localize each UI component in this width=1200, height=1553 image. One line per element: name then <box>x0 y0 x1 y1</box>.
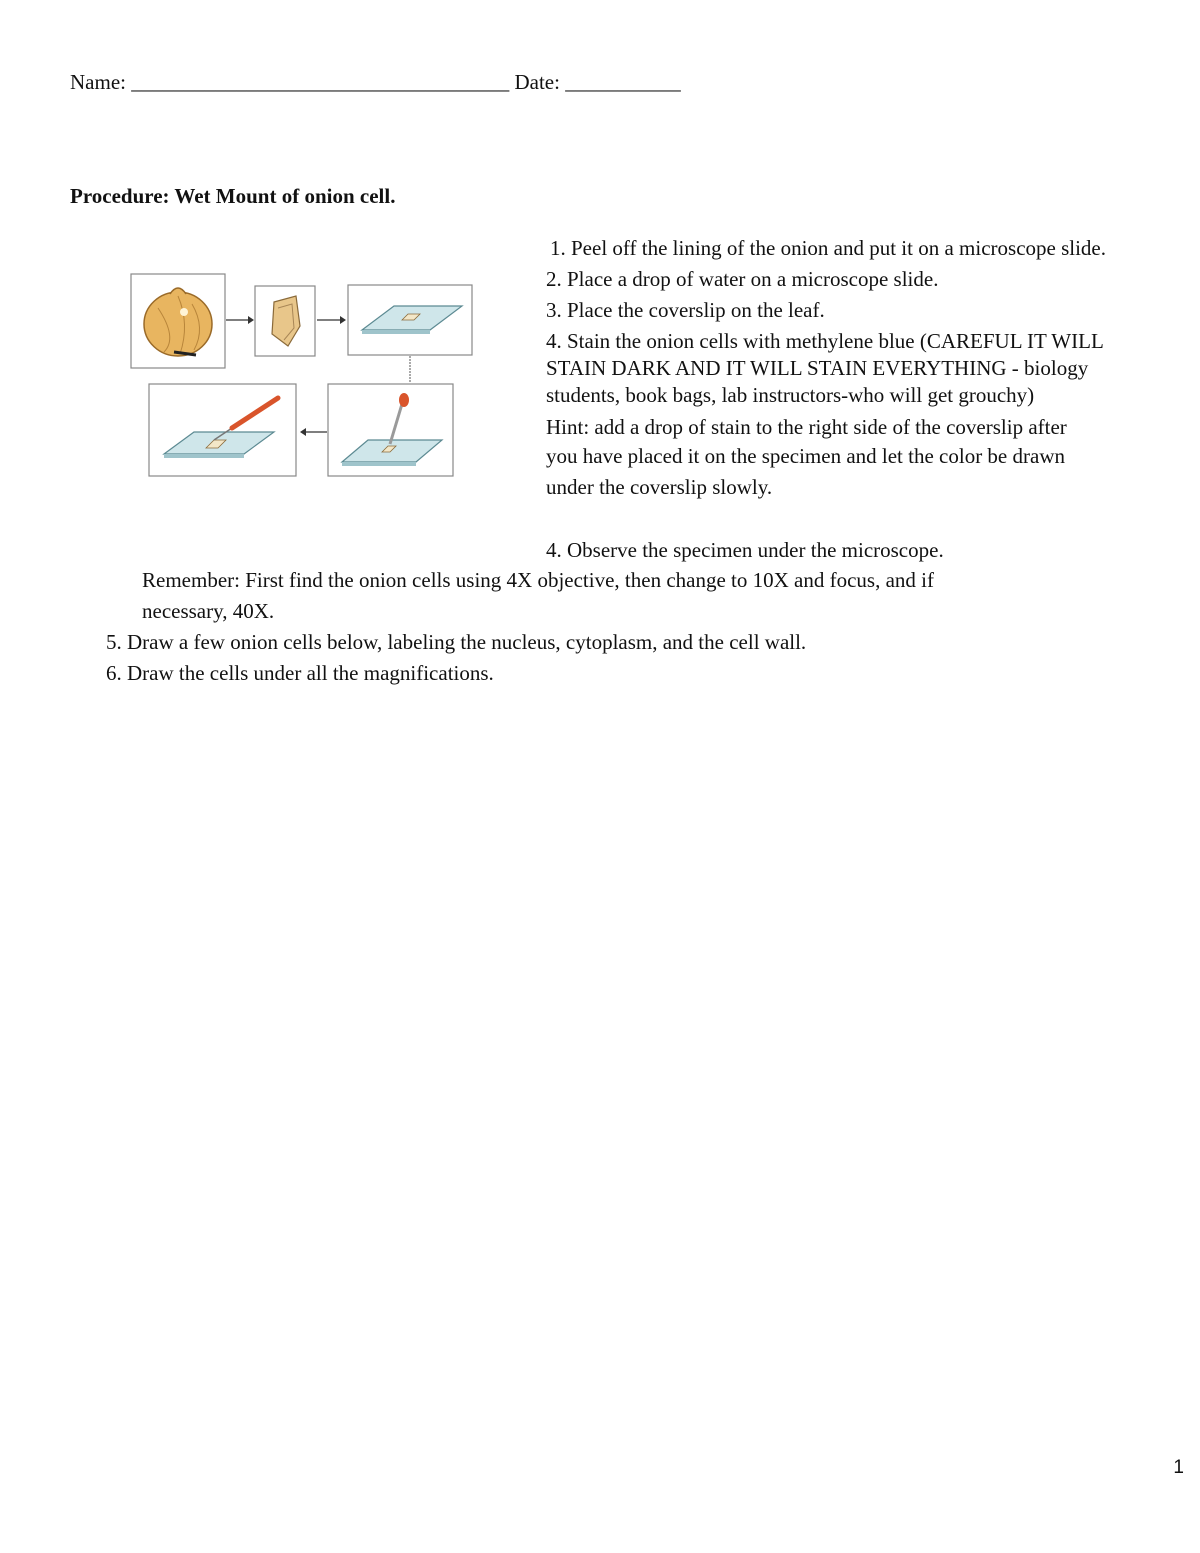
dropper-panel <box>328 384 453 476</box>
step-3: 3. Place the coverslip on the leaf. <box>546 298 825 322</box>
name-blank: ____________________________________ <box>131 70 510 94</box>
page-number: 1 <box>1173 1457 1184 1478</box>
step-1: 1. Peel off the lining of the onion and put it on a microscope slide. <box>550 236 1107 260</box>
hint-line-1: Hint: add a drop of stain to the right side of the coverslip after <box>546 415 1067 439</box>
step-4-line-3: students, book bags, lab instructors-who will get grouchy) <box>546 383 1035 407</box>
hint-line-3: under the coverslip slowly. <box>546 475 773 499</box>
onion-panel <box>131 274 225 368</box>
hint-line-2: you have placed it on the specimen and let the color be drawn <box>546 444 1065 468</box>
name-label: Name: <box>70 70 126 94</box>
header-line <box>70 70 681 95</box>
remember-line-1: Remember: First find the onion cells using 4X objective, then change to 10X and focus, and if <box>142 568 934 592</box>
procedure-illustration <box>128 268 478 483</box>
observe-step: 4. Observe the specimen under the microscope. <box>546 538 944 562</box>
onion-icon <box>144 292 212 356</box>
step-5: 5. Draw a few onion cells below, labeling the nucleus, cytoplasm, and the cell wall. <box>106 630 807 654</box>
step-2: 2. Place a drop of water on a microscope slide. <box>546 267 939 291</box>
remember-line-2: necessary, 40X. <box>142 599 275 623</box>
date-label: Date: <box>514 70 560 94</box>
step-4-line-1: 4. Stain the onion cells with methylene blue (CAREFUL IT WILL <box>546 329 1104 353</box>
slide-panel <box>348 285 472 355</box>
peeled-skin-panel <box>255 286 315 356</box>
coverslip-panel <box>149 384 296 476</box>
step-4-line-2: STAIN DARK AND IT WILL STAIN EVERYTHING - biology <box>546 356 1089 380</box>
procedure-title: Procedure: Wet Mount of onion cell. <box>70 184 396 208</box>
step-6: 6. Draw the cells under all the magnifications. <box>106 661 494 685</box>
date-blank: ___________ <box>565 70 681 94</box>
